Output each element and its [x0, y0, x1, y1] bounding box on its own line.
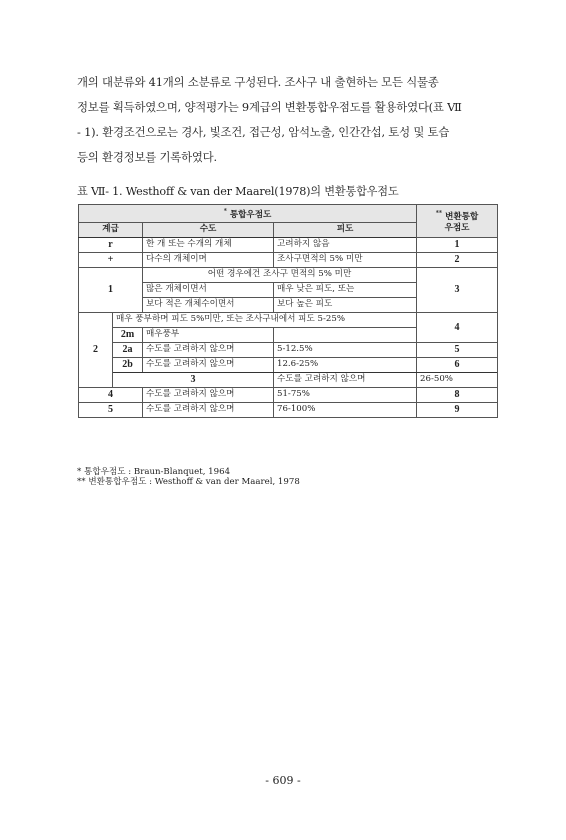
- value-cell: 8: [417, 387, 498, 402]
- cover-cell: 26-50%: [417, 372, 498, 387]
- grade-cell: 3: [113, 372, 274, 387]
- paragraph-line: - 1). 환경조건으로는 경사, 빛조건, 접근성, 암석노출, 인간간섭, 토성 및 토습: [77, 125, 450, 139]
- value-cell: 9: [417, 402, 498, 417]
- count-cell: 한 개 또는 수개의 개체: [143, 237, 274, 252]
- table-row: [79, 267, 498, 282]
- table-caption: 표 Ⅶ- 1. Westhoff & van der Maarel(1978)의 변환통합우점도: [77, 185, 399, 198]
- merged-cell: 어떤 경우에건 조사구 면적의 5% 미만: [143, 267, 417, 282]
- cover-cell: 보다 높은 피도: [274, 297, 417, 312]
- cover-cell: 5-12.5%: [274, 342, 417, 357]
- subgrade-cell: 2b: [113, 357, 143, 372]
- cover-cell: 조사구면적의 5% 미만: [274, 252, 417, 267]
- grade-cell: r: [79, 237, 143, 252]
- converted-header: [417, 205, 498, 238]
- footnote: ** 변환통합우점도 : Westhoff & van der Maarel, 1978: [77, 477, 300, 487]
- subgrade-cell: 2m: [113, 327, 143, 342]
- merged-cell: 매우 풍부하며 피도 5%미만, 또는 조사구내에서 피도 5-25%: [113, 312, 417, 327]
- table-row: [79, 237, 498, 252]
- body-paragraph: [77, 70, 500, 170]
- cover-cell: 51-75%: [274, 387, 417, 402]
- count-cell: 수도를 고려하지 않으며: [143, 357, 274, 372]
- group-header: [79, 205, 417, 223]
- table-row: [79, 312, 498, 327]
- value-cell: 1: [417, 237, 498, 252]
- paragraph-line: 정보를 획득하였으며, 양적평가는 9계급의 변환통합우점도를 활용하였다(표 Ⅶ: [77, 100, 462, 114]
- count-cell: 보다 적은 개체수이면서: [143, 297, 274, 312]
- count-cell: 다수의 개체이며: [143, 252, 274, 267]
- grade-cell: 5: [79, 402, 143, 417]
- paragraph-line: 개의 대분류와 41개의 소분류로 구성된다. 조사구 내 출현하는 모든 식물종: [77, 75, 439, 89]
- paragraph-line: 등의 환경정보를 기록하였다.: [77, 150, 217, 164]
- footnote: * 통합우점도 : Braun-Blanquet, 1964: [77, 467, 231, 477]
- cover-cell: 12.6-25%: [274, 357, 417, 372]
- converted-header-label: 변환통합 우점도: [444, 211, 479, 233]
- value-cell: 5: [417, 342, 498, 357]
- table-row: [79, 402, 498, 417]
- table-footnotes: [77, 467, 300, 487]
- value-cell: 3: [417, 267, 498, 312]
- grade-header: 계급: [79, 222, 143, 237]
- cover-cell: 76-100%: [274, 402, 417, 417]
- count-cell: 수도를 고려하지 않으며: [143, 387, 274, 402]
- footnote-mark: **: [435, 210, 443, 217]
- table-row: [79, 372, 498, 387]
- group-header-label: 통합우점도: [229, 209, 272, 220]
- table-row: [79, 342, 498, 357]
- footnote-mark: *: [223, 208, 227, 215]
- table-row: [79, 357, 498, 372]
- value-cell: 6: [417, 357, 498, 372]
- cover-cell: [274, 327, 417, 342]
- count-cell: 수도를 고려하지 않으며: [143, 402, 274, 417]
- count-header: 수도: [143, 222, 274, 237]
- table-row: [79, 387, 498, 402]
- count-cell: 많은 개체이면서: [143, 282, 274, 297]
- cover-header: 피도: [274, 222, 417, 237]
- page-number: - 609 -: [265, 774, 301, 787]
- cover-cell: 매우 낮은 피도, 또는: [274, 282, 417, 297]
- cover-scale-table: [78, 204, 498, 418]
- subgrade-cell: 2a: [113, 342, 143, 357]
- cover-cell: 고려하지 않음: [274, 237, 417, 252]
- table-row: [79, 252, 498, 267]
- count-cell: 수도를 고려하지 않으며: [274, 372, 417, 387]
- value-cell: 2: [417, 252, 498, 267]
- grade-cell: 4: [79, 387, 143, 402]
- grade-cell: +: [79, 252, 143, 267]
- grade-cell: 1: [79, 267, 143, 312]
- count-cell: 수도를 고려하지 않으며: [143, 342, 274, 357]
- grade-cell: 2: [79, 312, 113, 387]
- value-cell: 4: [417, 312, 498, 342]
- header-row: [79, 205, 498, 223]
- count-cell: 매우풍부: [143, 327, 274, 342]
